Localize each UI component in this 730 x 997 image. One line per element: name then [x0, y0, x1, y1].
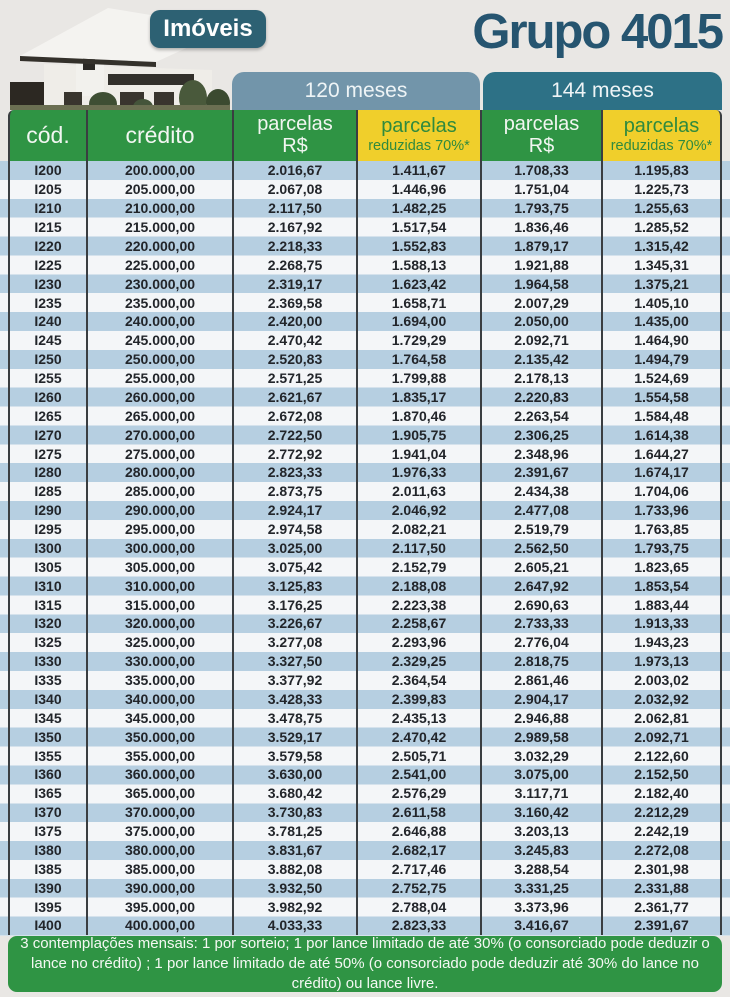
cell-reduzida-120: 2.117,50	[356, 539, 480, 558]
cell-reduzida-120: 2.364,54	[356, 671, 480, 690]
cell-credito: 310.000,00	[86, 576, 232, 595]
cell-credito: 300.000,00	[86, 539, 232, 558]
cell-parcela-144: 2.263,54	[480, 406, 601, 425]
cell-credito: 225.000,00	[86, 255, 232, 274]
cell-parcela-120: 2.571,25	[232, 369, 356, 388]
cell-reduzida-120: 1.694,00	[356, 312, 480, 331]
cell-reduzida-144: 1.883,44	[601, 595, 722, 614]
cell-parcela-120: 2.672,08	[232, 406, 356, 425]
cell-credito: 345.000,00	[86, 708, 232, 727]
cell-reduzida-120: 2.223,38	[356, 595, 480, 614]
cell-reduzida-120: 2.329,25	[356, 652, 480, 671]
cell-cod: I205	[8, 180, 86, 199]
cell-cod: I220	[8, 237, 86, 256]
cell-parcela-144: 2.348,96	[480, 444, 601, 463]
cell-cod: I395	[8, 897, 86, 916]
cell-parcela-120: 3.075,42	[232, 557, 356, 576]
cell-cod: I275	[8, 444, 86, 463]
cell-parcela-120: 3.428,33	[232, 690, 356, 709]
col-header-parcelas-120	[232, 110, 356, 161]
cell-reduzida-120: 2.082,21	[356, 520, 480, 539]
term-band-120-meses	[232, 72, 480, 110]
cell-parcela-120: 2.772,92	[232, 444, 356, 463]
cell-reduzida-120: 2.046,92	[356, 501, 480, 520]
cell-parcela-120: 2.722,50	[232, 425, 356, 444]
cell-parcela-120: 4.033,33	[232, 916, 356, 935]
price-table	[8, 110, 722, 935]
cell-parcela-144: 2.989,58	[480, 727, 601, 746]
cell-reduzida-120: 2.435,13	[356, 708, 480, 727]
col-header-reduzidas-120-line1: parcelas	[381, 114, 457, 137]
cell-cod: I270	[8, 425, 86, 444]
cell-cod: I320	[8, 614, 86, 633]
term-band-144-meses	[483, 72, 722, 110]
cell-reduzida-120: 1.870,46	[356, 406, 480, 425]
cell-reduzida-144: 1.763,85	[601, 520, 722, 539]
cell-reduzida-144: 1.674,17	[601, 463, 722, 482]
cell-credito: 215.000,00	[86, 218, 232, 237]
cell-cod: I380	[8, 841, 86, 860]
cell-reduzida-120: 2.788,04	[356, 897, 480, 916]
cell-reduzida-144: 2.092,71	[601, 727, 722, 746]
cell-reduzida-120: 1.658,71	[356, 293, 480, 312]
cell-reduzida-120: 1.411,67	[356, 161, 480, 180]
cell-parcela-120: 2.319,17	[232, 274, 356, 293]
cell-credito: 265.000,00	[86, 406, 232, 425]
cell-credito: 220.000,00	[86, 237, 232, 256]
cell-parcela-144: 1.879,17	[480, 237, 601, 256]
cell-reduzida-120: 2.752,75	[356, 878, 480, 897]
cell-reduzida-120: 1.764,58	[356, 350, 480, 369]
cell-cod: I335	[8, 671, 86, 690]
cell-parcela-120: 2.369,58	[232, 293, 356, 312]
cell-cod: I360	[8, 765, 86, 784]
cell-credito: 350.000,00	[86, 727, 232, 746]
cell-reduzida-120: 2.188,08	[356, 576, 480, 595]
cell-reduzida-144: 1.345,31	[601, 255, 722, 274]
cell-reduzida-120: 2.646,88	[356, 822, 480, 841]
cell-credito: 290.000,00	[86, 501, 232, 520]
cell-credito: 385.000,00	[86, 859, 232, 878]
cell-parcela-120: 2.268,75	[232, 255, 356, 274]
cell-cod: I375	[8, 822, 86, 841]
cell-reduzida-120: 1.517,54	[356, 218, 480, 237]
cell-reduzida-144: 1.285,52	[601, 218, 722, 237]
cell-reduzida-120: 1.976,33	[356, 463, 480, 482]
cell-credito: 370.000,00	[86, 803, 232, 822]
cell-parcela-144: 2.946,88	[480, 708, 601, 727]
category-badge	[150, 10, 266, 48]
cell-parcela-144: 2.690,63	[480, 595, 601, 614]
cell-reduzida-144: 1.913,33	[601, 614, 722, 633]
cell-cod: I210	[8, 199, 86, 218]
cell-credito: 255.000,00	[86, 369, 232, 388]
cell-cod: I370	[8, 803, 86, 822]
cell-reduzida-144: 2.331,88	[601, 878, 722, 897]
col-header-reduzidas-144	[601, 110, 722, 161]
cell-cod: I330	[8, 652, 86, 671]
cell-reduzida-144: 1.405,10	[601, 293, 722, 312]
cell-reduzida-144: 1.943,23	[601, 633, 722, 652]
cell-reduzida-120: 2.611,58	[356, 803, 480, 822]
cell-reduzida-144: 1.524,69	[601, 369, 722, 388]
cell-reduzida-120: 2.152,79	[356, 557, 480, 576]
cell-reduzida-120: 1.941,04	[356, 444, 480, 463]
cell-reduzida-144: 1.375,21	[601, 274, 722, 293]
cell-parcela-120: 2.067,08	[232, 180, 356, 199]
cell-cod: I385	[8, 859, 86, 878]
cell-cod: I325	[8, 633, 86, 652]
cell-parcela-144: 3.245,83	[480, 841, 601, 860]
cell-parcela-144: 1.708,33	[480, 161, 601, 180]
category-badge-label: Imóveis	[163, 15, 253, 42]
cell-credito: 235.000,00	[86, 293, 232, 312]
col-header-reduzidas-120	[356, 110, 480, 161]
cell-parcela-120: 2.470,42	[232, 331, 356, 350]
cell-reduzida-144: 1.584,48	[601, 406, 722, 425]
cell-cod: I255	[8, 369, 86, 388]
cell-parcela-144: 3.032,29	[480, 746, 601, 765]
cell-credito: 335.000,00	[86, 671, 232, 690]
cell-parcela-144: 3.416,67	[480, 916, 601, 935]
cell-credito: 390.000,00	[86, 878, 232, 897]
cell-reduzida-144: 1.793,75	[601, 539, 722, 558]
cell-cod: I345	[8, 708, 86, 727]
cell-reduzida-120: 1.905,75	[356, 425, 480, 444]
cell-parcela-144: 1.836,46	[480, 218, 601, 237]
col-header-parcelas-120-line2: R$	[282, 134, 308, 157]
cell-reduzida-120: 2.399,83	[356, 690, 480, 709]
cell-credito: 275.000,00	[86, 444, 232, 463]
footer-note-box	[8, 936, 722, 992]
cell-cod: I235	[8, 293, 86, 312]
cell-reduzida-144: 1.225,73	[601, 180, 722, 199]
cell-reduzida-144: 1.464,90	[601, 331, 722, 350]
cell-reduzida-144: 2.301,98	[601, 859, 722, 878]
cell-parcela-120: 3.579,58	[232, 746, 356, 765]
cell-parcela-120: 3.226,67	[232, 614, 356, 633]
cell-parcela-120: 3.277,08	[232, 633, 356, 652]
cell-parcela-120: 3.680,42	[232, 784, 356, 803]
cell-reduzida-144: 2.032,92	[601, 690, 722, 709]
cell-parcela-144: 2.733,33	[480, 614, 601, 633]
cell-credito: 305.000,00	[86, 557, 232, 576]
cell-cod: I225	[8, 255, 86, 274]
cell-reduzida-144: 1.195,83	[601, 161, 722, 180]
col-header-parcelas-144-line2: R$	[528, 134, 555, 157]
cell-reduzida-120: 1.729,29	[356, 331, 480, 350]
cell-reduzida-120: 2.823,33	[356, 916, 480, 935]
col-header-reduzidas-144-line1: parcelas	[623, 114, 700, 137]
cell-parcela-144: 2.477,08	[480, 501, 601, 520]
cell-parcela-144: 3.203,13	[480, 822, 601, 841]
cell-reduzida-120: 1.446,96	[356, 180, 480, 199]
cell-parcela-120: 2.924,17	[232, 501, 356, 520]
cell-cod: I295	[8, 520, 86, 539]
cell-reduzida-120: 2.470,42	[356, 727, 480, 746]
cell-reduzida-120: 1.552,83	[356, 237, 480, 256]
cell-reduzida-120: 1.799,88	[356, 369, 480, 388]
cell-parcela-144: 2.178,13	[480, 369, 601, 388]
col-header-cod: cód.	[8, 110, 86, 161]
cell-credito: 320.000,00	[86, 614, 232, 633]
cell-parcela-120: 3.781,25	[232, 822, 356, 841]
cell-parcela-144: 1.751,04	[480, 180, 601, 199]
cell-reduzida-144: 1.435,00	[601, 312, 722, 331]
cell-cod: I285	[8, 482, 86, 501]
cell-parcela-120: 3.377,92	[232, 671, 356, 690]
cell-reduzida-144: 2.242,19	[601, 822, 722, 841]
cell-reduzida-120: 1.482,25	[356, 199, 480, 218]
cell-credito: 285.000,00	[86, 482, 232, 501]
cell-reduzida-144: 1.823,65	[601, 557, 722, 576]
cell-reduzida-120: 2.682,17	[356, 841, 480, 860]
cell-parcela-144: 3.117,71	[480, 784, 601, 803]
cell-cod: I390	[8, 878, 86, 897]
cell-parcela-120: 2.218,33	[232, 237, 356, 256]
cell-credito: 240.000,00	[86, 312, 232, 331]
cell-credito: 250.000,00	[86, 350, 232, 369]
cell-parcela-120: 2.016,67	[232, 161, 356, 180]
cell-reduzida-120: 2.011,63	[356, 482, 480, 501]
cell-reduzida-144: 2.391,67	[601, 916, 722, 935]
cell-credito: 205.000,00	[86, 180, 232, 199]
cell-cod: I290	[8, 501, 86, 520]
col-header-parcelas-144	[480, 110, 601, 161]
cell-reduzida-144: 1.644,27	[601, 444, 722, 463]
cell-reduzida-120: 2.717,46	[356, 859, 480, 878]
cell-reduzida-144: 1.614,38	[601, 425, 722, 444]
cell-reduzida-120: 2.541,00	[356, 765, 480, 784]
cell-parcela-120: 3.982,92	[232, 897, 356, 916]
cell-cod: I305	[8, 557, 86, 576]
term-band-144-label: 144 meses	[551, 79, 654, 102]
cell-cod: I350	[8, 727, 86, 746]
cell-parcela-144: 2.519,79	[480, 520, 601, 539]
cell-parcela-144: 3.160,42	[480, 803, 601, 822]
cell-parcela-120: 2.420,00	[232, 312, 356, 331]
cell-reduzida-144: 1.315,42	[601, 237, 722, 256]
cell-parcela-120: 2.167,92	[232, 218, 356, 237]
cell-parcela-120: 3.025,00	[232, 539, 356, 558]
cell-cod: I310	[8, 576, 86, 595]
cell-parcela-120: 3.529,17	[232, 727, 356, 746]
cell-reduzida-144: 2.361,77	[601, 897, 722, 916]
cell-parcela-144: 2.391,67	[480, 463, 601, 482]
cell-parcela-120: 3.478,75	[232, 708, 356, 727]
cell-parcela-144: 2.904,17	[480, 690, 601, 709]
cell-cod: I280	[8, 463, 86, 482]
cell-reduzida-144: 1.554,58	[601, 388, 722, 407]
cell-parcela-144: 2.861,46	[480, 671, 601, 690]
cell-cod: I215	[8, 218, 86, 237]
cell-parcela-144: 1.964,58	[480, 274, 601, 293]
cell-parcela-144: 2.818,75	[480, 652, 601, 671]
cell-cod: I355	[8, 746, 86, 765]
cell-credito: 375.000,00	[86, 822, 232, 841]
cell-reduzida-120: 1.835,17	[356, 388, 480, 407]
cell-parcela-144: 3.373,96	[480, 897, 601, 916]
cell-credito: 315.000,00	[86, 595, 232, 614]
cell-reduzida-144: 1.973,13	[601, 652, 722, 671]
cell-credito: 355.000,00	[86, 746, 232, 765]
cell-parcela-120: 3.831,67	[232, 841, 356, 860]
cell-credito: 325.000,00	[86, 633, 232, 652]
cell-reduzida-144: 2.122,60	[601, 746, 722, 765]
cell-parcela-144: 1.793,75	[480, 199, 601, 218]
cell-parcela-144: 1.921,88	[480, 255, 601, 274]
cell-parcela-144: 3.331,25	[480, 878, 601, 897]
cell-parcela-120: 2.823,33	[232, 463, 356, 482]
cell-parcela-144: 3.288,54	[480, 859, 601, 878]
col-header-parcelas-144-line1: parcelas	[503, 112, 580, 135]
cell-credito: 280.000,00	[86, 463, 232, 482]
cell-parcela-120: 3.125,83	[232, 576, 356, 595]
cell-cod: I315	[8, 595, 86, 614]
cell-parcela-120: 2.873,75	[232, 482, 356, 501]
cell-credito: 365.000,00	[86, 784, 232, 803]
cell-credito: 340.000,00	[86, 690, 232, 709]
cell-parcela-144: 3.075,00	[480, 765, 601, 784]
cell-reduzida-120: 2.258,67	[356, 614, 480, 633]
cell-parcela-120: 3.176,25	[232, 595, 356, 614]
cell-reduzida-144: 2.152,50	[601, 765, 722, 784]
cell-reduzida-144: 2.272,08	[601, 841, 722, 860]
cell-parcela-144: 2.776,04	[480, 633, 601, 652]
cell-parcela-144: 2.647,92	[480, 576, 601, 595]
cell-reduzida-144: 2.182,40	[601, 784, 722, 803]
cell-reduzida-144: 1.704,06	[601, 482, 722, 501]
cell-parcela-144: 2.092,71	[480, 331, 601, 350]
cell-parcela-144: 2.007,29	[480, 293, 601, 312]
cell-parcela-144: 2.220,83	[480, 388, 601, 407]
cell-credito: 245.000,00	[86, 331, 232, 350]
cell-credito: 270.000,00	[86, 425, 232, 444]
cell-parcela-144: 2.050,00	[480, 312, 601, 331]
cell-credito: 380.000,00	[86, 841, 232, 860]
cell-cod: I365	[8, 784, 86, 803]
cell-cod: I300	[8, 539, 86, 558]
cell-parcela-120: 2.117,50	[232, 199, 356, 218]
cell-parcela-120: 2.520,83	[232, 350, 356, 369]
cell-reduzida-144: 2.212,29	[601, 803, 722, 822]
cell-cod: I250	[8, 350, 86, 369]
cell-parcela-144: 2.434,38	[480, 482, 601, 501]
cell-reduzida-120: 1.588,13	[356, 255, 480, 274]
cell-credito: 295.000,00	[86, 520, 232, 539]
cell-credito: 330.000,00	[86, 652, 232, 671]
cell-cod: I245	[8, 331, 86, 350]
cell-credito: 200.000,00	[86, 161, 232, 180]
cell-parcela-120: 3.630,00	[232, 765, 356, 784]
cell-parcela-144: 2.605,21	[480, 557, 601, 576]
cell-parcela-120: 2.974,58	[232, 520, 356, 539]
cell-parcela-120: 3.932,50	[232, 878, 356, 897]
cell-cod: I240	[8, 312, 86, 331]
cell-reduzida-144: 1.733,96	[601, 501, 722, 520]
cell-credito: 360.000,00	[86, 765, 232, 784]
cell-reduzida-144: 1.255,63	[601, 199, 722, 218]
cell-cod: I265	[8, 406, 86, 425]
cell-parcela-120: 3.327,50	[232, 652, 356, 671]
page-title: Grupo 4015	[472, 5, 722, 59]
col-header-parcelas-120-line1: parcelas	[257, 112, 333, 135]
cell-parcela-120: 2.621,67	[232, 388, 356, 407]
cell-reduzida-144: 1.853,54	[601, 576, 722, 595]
cell-reduzida-144: 2.003,02	[601, 671, 722, 690]
cell-cod: I230	[8, 274, 86, 293]
term-band-120-label: 120 meses	[304, 79, 408, 102]
cell-credito: 395.000,00	[86, 897, 232, 916]
cell-credito: 210.000,00	[86, 199, 232, 218]
cell-reduzida-144: 1.494,79	[601, 350, 722, 369]
cell-parcela-144: 2.135,42	[480, 350, 601, 369]
cell-reduzida-120: 1.623,42	[356, 274, 480, 293]
footer-note-text: 3 contemplações mensais: 1 por sorteio; 1 por lance limitado de até 30% (o consorciado pode deduzir o lance no crédito) ; 1 por lance limitado de até 50% (o consorciado pode deduzir até 30% do lance no crédito) ou lance livre.	[20, 934, 710, 993]
cell-credito: 230.000,00	[86, 274, 232, 293]
cell-cod: I340	[8, 690, 86, 709]
cell-parcela-120: 3.882,08	[232, 859, 356, 878]
cell-reduzida-120: 2.576,29	[356, 784, 480, 803]
col-header-reduzidas-120-line2: reduzidas 70%*	[368, 138, 470, 155]
cell-cod: I200	[8, 161, 86, 180]
cell-parcela-144: 2.562,50	[480, 539, 601, 558]
cell-cod: I260	[8, 388, 86, 407]
cell-parcela-120: 3.730,83	[232, 803, 356, 822]
cell-reduzida-120: 2.505,71	[356, 746, 480, 765]
cell-credito: 260.000,00	[86, 388, 232, 407]
cell-cod: I400	[8, 916, 86, 935]
cell-parcela-144: 2.306,25	[480, 425, 601, 444]
cell-reduzida-144: 2.062,81	[601, 708, 722, 727]
cell-reduzida-120: 2.293,96	[356, 633, 480, 652]
col-header-credito: crédito	[86, 110, 232, 161]
col-header-reduzidas-144-line2: reduzidas 70%*	[610, 138, 713, 155]
cell-credito: 400.000,00	[86, 916, 232, 935]
